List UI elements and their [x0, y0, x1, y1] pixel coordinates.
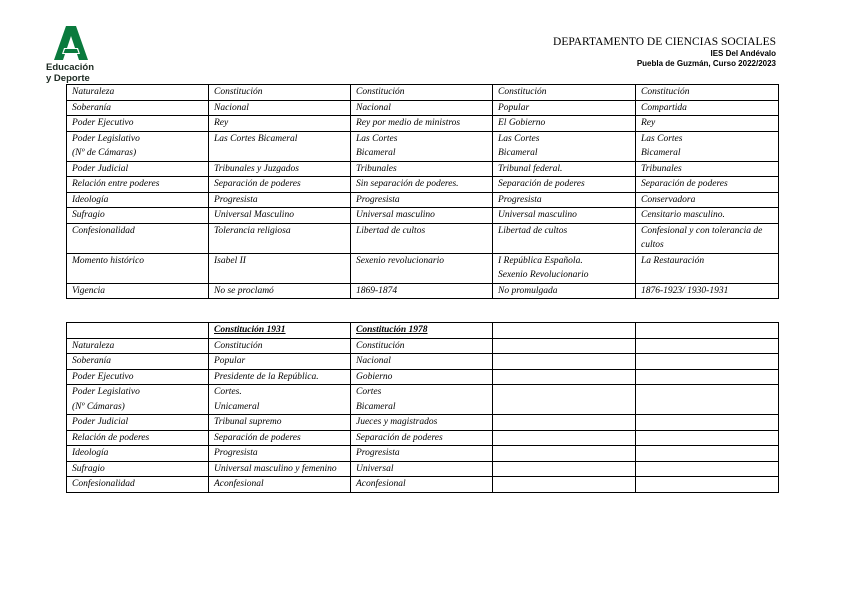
table-cell: Isabel II — [209, 253, 351, 283]
table-row — [67, 338, 779, 354]
school-location-year: Puebla de Guzmán, Curso 2022/2023 — [636, 59, 776, 68]
table-cell: Tribunal federal. — [493, 161, 636, 177]
table-cell: Nacional — [209, 100, 351, 116]
row-label-cell: Poder Legislativo (Nº de Cámaras) — [67, 131, 209, 161]
table-cell: Rey — [636, 116, 779, 132]
row-label-cell: Poder Judicial — [67, 415, 209, 431]
table-row — [67, 223, 779, 253]
table-cell — [493, 415, 636, 431]
table-cell — [493, 354, 636, 370]
table-cell: Tribunales y Juzgados — [209, 161, 351, 177]
logo-line-1: Educación — [46, 62, 95, 73]
table-cell — [636, 354, 779, 370]
table-cell: Las Cortes Bicameral — [209, 131, 351, 161]
row-label-cell: Ideología — [67, 192, 209, 208]
table-cell: Tribunales — [636, 161, 779, 177]
row-label-cell: Naturaleza — [67, 85, 209, 101]
table-cell: Progresista — [351, 192, 493, 208]
table-cell: Progresista — [209, 192, 351, 208]
table-cell: Progresista — [493, 192, 636, 208]
table-cell: Universal masculino y femenino — [209, 461, 351, 477]
table-cell: Las Cortes Bicameral — [493, 131, 636, 161]
table-cell: No se proclamó — [209, 283, 351, 299]
row-label-cell: Vigencia — [67, 283, 209, 299]
table-cell: Nacional — [351, 100, 493, 116]
table-cell — [636, 338, 779, 354]
table-row — [67, 477, 779, 493]
table-cell: Separación de poderes — [493, 177, 636, 193]
row-label-cell: Ideología — [67, 446, 209, 462]
table-cell: 1869-1874 — [351, 283, 493, 299]
table-cell: Rey por medio de ministros — [351, 116, 493, 132]
logo — [44, 26, 104, 84]
department-title: DEPARTAMENTO DE CIENCIAS SOCIALES — [553, 36, 776, 48]
row-label-cell: Sufragio — [67, 208, 209, 224]
table-row — [67, 192, 779, 208]
table-cell: Constitución — [209, 85, 351, 101]
table-cell: Universal masculino — [493, 208, 636, 224]
table-cell — [636, 461, 779, 477]
table-cell: Las Cortes Bicameral — [636, 131, 779, 161]
table-cell — [493, 385, 636, 415]
table-cell: Separación de poderes — [636, 177, 779, 193]
table-row — [67, 385, 779, 415]
table-cell: Separación de poderes — [209, 177, 351, 193]
table-cell: Rey — [209, 116, 351, 132]
table-cell: Constitución — [351, 85, 493, 101]
table-cell: Universal masculino — [351, 208, 493, 224]
table-cell: Constitución — [209, 338, 351, 354]
table-row — [67, 415, 779, 431]
row-label-cell: Momento histórico — [67, 253, 209, 283]
table-cell: Separación de poderes — [351, 430, 493, 446]
column-header — [493, 323, 636, 339]
row-label-cell: Sufragio — [67, 461, 209, 477]
column-header: Constitución 1978 — [351, 323, 493, 339]
column-header — [67, 323, 209, 339]
table-cell: Popular — [493, 100, 636, 116]
table-row — [67, 177, 779, 193]
row-label-cell: Soberanía — [67, 354, 209, 370]
table-cell: Conservadora — [636, 192, 779, 208]
table-row — [67, 461, 779, 477]
row-label-cell: Relación de poderes — [67, 430, 209, 446]
table-cell: Sexenio revolucionario — [351, 253, 493, 283]
row-label-cell: Poder Judicial — [67, 161, 209, 177]
table-cell: Cortes Bicameral — [351, 385, 493, 415]
table-cell: 1876-1923/ 1930-1931 — [636, 283, 779, 299]
table-cell: Universal Masculino — [209, 208, 351, 224]
table-cell: Tolerancia religiosa — [209, 223, 351, 253]
table-row — [67, 161, 779, 177]
table-cell: Jueces y magistrados — [351, 415, 493, 431]
row-label-cell: Naturaleza — [67, 338, 209, 354]
table-cell: Aconfesional — [351, 477, 493, 493]
row-label-cell: Poder Legislativo (Nº Cámaras) — [67, 385, 209, 415]
table-cell: Progresista — [209, 446, 351, 462]
logo-text — [46, 62, 94, 84]
column-header — [636, 323, 779, 339]
junta-logo-icon — [54, 26, 88, 62]
table-cell: El Gobierno — [493, 116, 636, 132]
school-name: IES Del Andévalo — [710, 49, 776, 58]
table-cell — [493, 430, 636, 446]
table-cell — [636, 446, 779, 462]
table-cell: No promulgada — [493, 283, 636, 299]
table-cell: Constitución — [493, 85, 636, 101]
table-cell: Gobierno — [351, 369, 493, 385]
table-cell — [636, 477, 779, 493]
table-cell: Las Cortes Bicameral — [351, 131, 493, 161]
table-cell: Separación de poderes — [209, 430, 351, 446]
table-cell: Compartida — [636, 100, 779, 116]
table-row — [67, 100, 779, 116]
row-label-cell: Confesionalidad — [67, 223, 209, 253]
table-cell: La Restauración — [636, 253, 779, 283]
row-label-cell: Confesionalidad — [67, 477, 209, 493]
table-cell — [493, 477, 636, 493]
table-row — [67, 116, 779, 132]
table-row — [67, 354, 779, 370]
row-label-cell: Poder Ejecutivo — [67, 369, 209, 385]
row-label-cell: Poder Ejecutivo — [67, 116, 209, 132]
table-cell: Cortes. Unicameral — [209, 385, 351, 415]
table-cell — [493, 338, 636, 354]
table-cell: Popular — [209, 354, 351, 370]
page-header — [553, 36, 776, 69]
table-cell: Libertad de cultos — [493, 223, 636, 253]
table-cell — [493, 446, 636, 462]
table-row — [67, 446, 779, 462]
table-cell: Confesional y con tolerancia de cultos — [636, 223, 779, 253]
column-header: Constitución 1931 — [209, 323, 351, 339]
table-row — [67, 369, 779, 385]
table-cell: Constitución — [351, 338, 493, 354]
table-cell: Nacional — [351, 354, 493, 370]
table-cell — [636, 369, 779, 385]
constitutions-table-2 — [66, 322, 779, 493]
table-row — [67, 208, 779, 224]
table-cell — [636, 415, 779, 431]
row-label-cell: Relación entre poderes — [67, 177, 209, 193]
table-cell: Constitución — [636, 85, 779, 101]
table-header-row — [67, 323, 779, 339]
table-cell — [636, 385, 779, 415]
table-cell: Universal — [351, 461, 493, 477]
table-row — [67, 131, 779, 161]
table-row — [67, 253, 779, 283]
constitutions-table-1 — [66, 84, 779, 299]
table-cell: Tribunal supremo — [209, 415, 351, 431]
table-row — [67, 430, 779, 446]
table-row — [67, 85, 779, 101]
row-label-cell: Soberanía — [67, 100, 209, 116]
table-cell: Tribunales — [351, 161, 493, 177]
table-cell — [636, 430, 779, 446]
table-cell — [493, 369, 636, 385]
table-cell: Presidente de la República. — [209, 369, 351, 385]
logo-line-2: y Deporte — [46, 73, 90, 84]
table-cell: Aconfesional — [209, 477, 351, 493]
table-cell: Sin separación de poderes. — [351, 177, 493, 193]
table-cell: Libertad de cultos — [351, 223, 493, 253]
table-cell: Progresista — [351, 446, 493, 462]
table-cell: Censitario masculino. — [636, 208, 779, 224]
table-row — [67, 283, 779, 299]
table-cell — [493, 461, 636, 477]
table-cell: I República Española. Sexenio Revolucionario — [493, 253, 636, 283]
